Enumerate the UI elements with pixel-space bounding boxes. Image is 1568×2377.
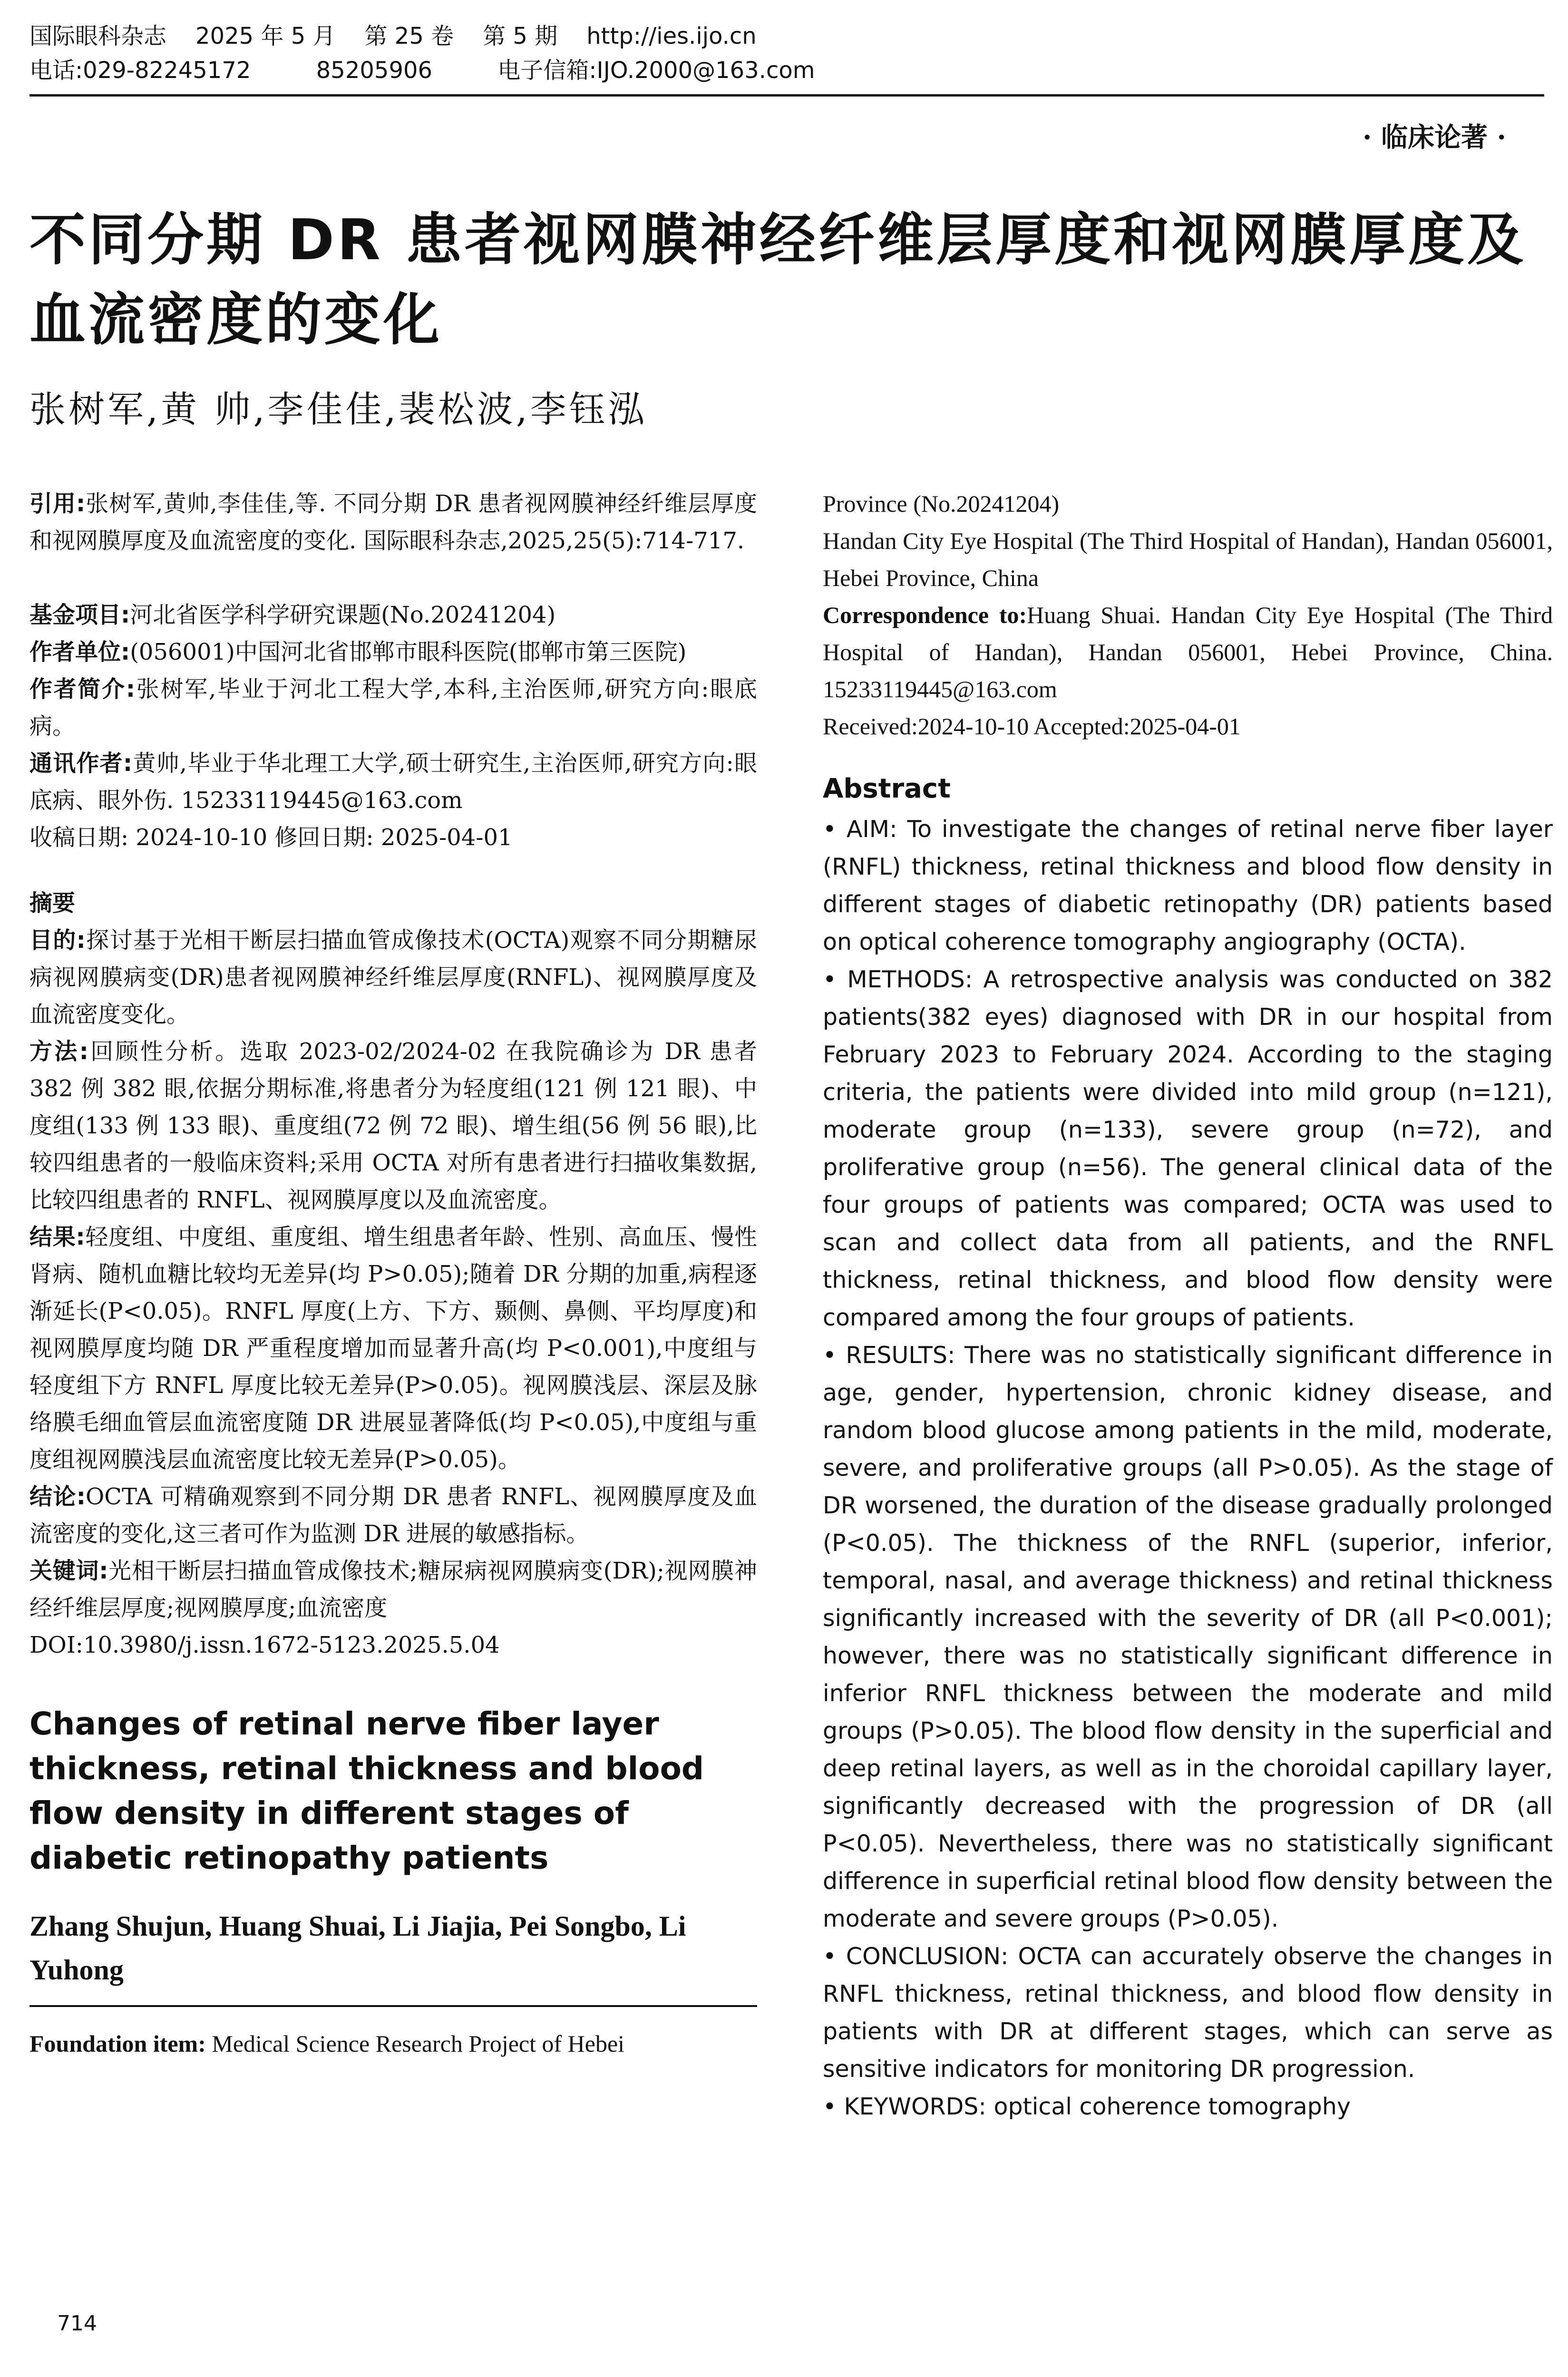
abstract-methods-en: • METHODS: A retrospective analysis was conducted on 382 patients(382 eyes) diagnosed with DR in our hospital from February 2023 to February 2024. According to the staging criteria, the patients were divided into mild group (n=121), moderate group (n=133), severe group (n=72), and proliferative group (n=56). The general clinical data of the four groups of patients was compared; OCTA was used to scan and collect data from all patients, and the RNFL thickness, retinal thickness, and blood flow density were compared among the four groups of patients. bbox=[823, 966, 1553, 1331]
foundation-item-en: Foundation item: Medical Science Research Project of Hebei bbox=[29, 2030, 625, 2057]
fund-item: 基金项目:河北省医学科学研究课题(No.20241204) bbox=[29, 602, 556, 628]
journal-header-line-1: 国际眼科杂志 2025 年 5 月 第 25 卷 第 5 期 http://ies.ijo.cn bbox=[29, 23, 757, 49]
abstract-results-cn: 结果:轻度组、中度组、重度组、增生组患者年龄、性别、高血压、慢性肾病、随机血糖比较均无差异(均 P>0.05);随着 DR 分期的加重,病程逐渐延长(P<0.05)。RNFL 厚度(上方、下方、颞侧、鼻侧、平均厚度)和视网膜厚度均随 DR 严重程度增加而显著升高(均 P<0.001),中度组与轻度组下方 RNFL 厚度比较无差异(P>0.05)。视网膜浅层、深层及脉络膜毛细血管层血流密度随 DR 进展显著降低(均 P<0.05),中度组与重度组视网膜浅层血流密度比较无差异(P>0.05)。 bbox=[29, 1224, 757, 1473]
header-rule bbox=[29, 94, 1544, 97]
abstract-heading-en: Abstract bbox=[823, 773, 951, 804]
author-unit: 作者单位:(056001)中国河北省邯郸市眼科医院(邯郸市第三医院) bbox=[29, 639, 687, 665]
right-column bbox=[823, 485, 1553, 2125]
affiliation-en: Handan City Eye Hospital (The Third Hospital of Handan), Handan 056001, Hebei Province, China bbox=[823, 527, 1553, 591]
abstract-aim-cn: 目的:探讨基于光相干断层扫描血管成像技术(OCTA)观察不同分期糖尿病视网膜病变(DR)患者视网膜神经纤维层厚度(RNFL)、视网膜厚度及血流密度变化。 bbox=[29, 927, 757, 1028]
citation: 引用:张树军,黄帅,李佳佳,等. 不同分期 DR 患者视网膜神经纤维层厚度和视网膜厚度及血流密度的变化. 国际眼科杂志,2025,25(5):714-717. bbox=[29, 490, 757, 554]
section-label: · 临床论著 · bbox=[1363, 122, 1506, 153]
author-bio: 作者简介:张树军,毕业于河北工程大学,本科,主治医师,研究方向:眼底病。 bbox=[29, 676, 757, 740]
correspondence-en: Correspondence to:Huang Shuai. Handan City Eye Hospital (The Third Hospital of Handan), Handan 056001, Hebei Province, China. 15233119445@163.com bbox=[823, 602, 1553, 702]
received-accepted-en: Received:2024-10-10 Accepted:2025-04-01 bbox=[823, 713, 1241, 740]
doi: DOI:10.3980/j.issn.1672-5123.2025.5.04 bbox=[29, 1632, 500, 1658]
page-number: 714 bbox=[57, 2311, 97, 2336]
journal-header bbox=[29, 19, 1547, 88]
abstract-conclusion-cn: 结论:OCTA 可精确观察到不同分期 DR 患者 RNFL、视网膜厚度及血流密度的变化,这三者可作为监测 DR 进展的敏感指标。 bbox=[29, 1483, 757, 1547]
authors-chinese: 张树军,黄 帅,李佳佳,裴松波,李钰泓 bbox=[29, 388, 647, 430]
keywords-cn: 关键词:光相干断层扫描血管成像技术;糖尿病视网膜病变(DR);视网膜神经纤维层厚度;视网膜厚度;血流密度 bbox=[29, 1558, 757, 1621]
left-column bbox=[29, 485, 757, 2062]
received-dates-cn: 收稿日期: 2024-10-10 修回日期: 2025-04-01 bbox=[29, 824, 513, 851]
english-authors: Zhang Shujun, Huang Shuai, Li Jiajia, Pei Songbo, Li Yuhong bbox=[29, 1910, 686, 1986]
foundation-item-continued: Province (No.20241204) bbox=[823, 490, 1060, 517]
journal-header-line-2: 电话:029-82245172 85205906 电子信箱:IJO.2000@163.com bbox=[29, 57, 815, 84]
english-title: Changes of retinal nerve fiber layer thickness, retinal thickness and blood flow density in different stages of diabetic retinopathy patients bbox=[29, 1705, 704, 1876]
abstract-results-en: • RESULTS: There was no statistically significant difference in age, gender, hypertension, chronic kidney disease, and random blood glucose among patients in the mild, moderate, severe, and proliferative groups (all P>0.05). As the stage of DR worsened, the duration of the disease gradually prolonged (P<0.05). The thickness of the RNFL (superior, inferior, temporal, nasal, and average thickness) and retinal thickness significantly increased with the severity of DR (all P<0.001); however, there was no statistically significant difference in inferior RNFL thickness between the moderate and mild groups (P>0.05). The blood flow density in the superficial and deep retinal layers, as well as in the choroidal capillary layer, significantly decreased with the progression of DR (all P<0.05). Nevertheless, there was no statistically significant difference in superficial retinal blood flow density between the moderate and severe groups (P>0.05). bbox=[823, 1342, 1553, 1932]
keywords-en: • KEYWORDS: optical coherence tomography bbox=[823, 2093, 1351, 2120]
article-title: 不同分期 DR 患者视网膜神经纤维层厚度和视网膜厚度及血流密度的变化 bbox=[29, 207, 1526, 352]
corresponding-author: 通讯作者:黄帅,毕业于华北理工大学,硕士研究生,主治医师,研究方向:眼底病、眼外伤. 15233119445@163.com bbox=[29, 750, 757, 814]
abstract-aim-en: • AIM: To investigate the changes of retinal nerve fiber layer (RNFL) thickness, retinal thickness and blood flow density in different stages of diabetic retinopathy (DR) patients based on optical coherence tomography angiography (OCTA). bbox=[823, 816, 1553, 955]
abstract-heading-cn: 摘要 bbox=[29, 890, 76, 916]
abstract-methods-cn: 方法:回顾性分析。选取 2023-02/2024-02 在我院确诊为 DR 患者 382 例 382 眼,依据分期标准,将患者分为轻度组(121 例 121 眼)、中度组(133 例 133 眼)、重度组(72 例 72 眼)、增生组(56 例 56 眼),比较四组患者的一般临床资料;采用 OCTA 对所有患者进行扫描收集数据,比较四组患者的 RNFL、视网膜厚度以及血流密度。 bbox=[29, 1038, 757, 1213]
abstract-conclusion-en: • CONCLUSION: OCTA can accurately observe the changes in RNFL thickness, retinal thickness, and blood flow density in patients with DR at different stages, which can serve as sensitive indicators for monitoring DR progression. bbox=[823, 1943, 1553, 2083]
footnote-rule bbox=[29, 2005, 757, 2007]
